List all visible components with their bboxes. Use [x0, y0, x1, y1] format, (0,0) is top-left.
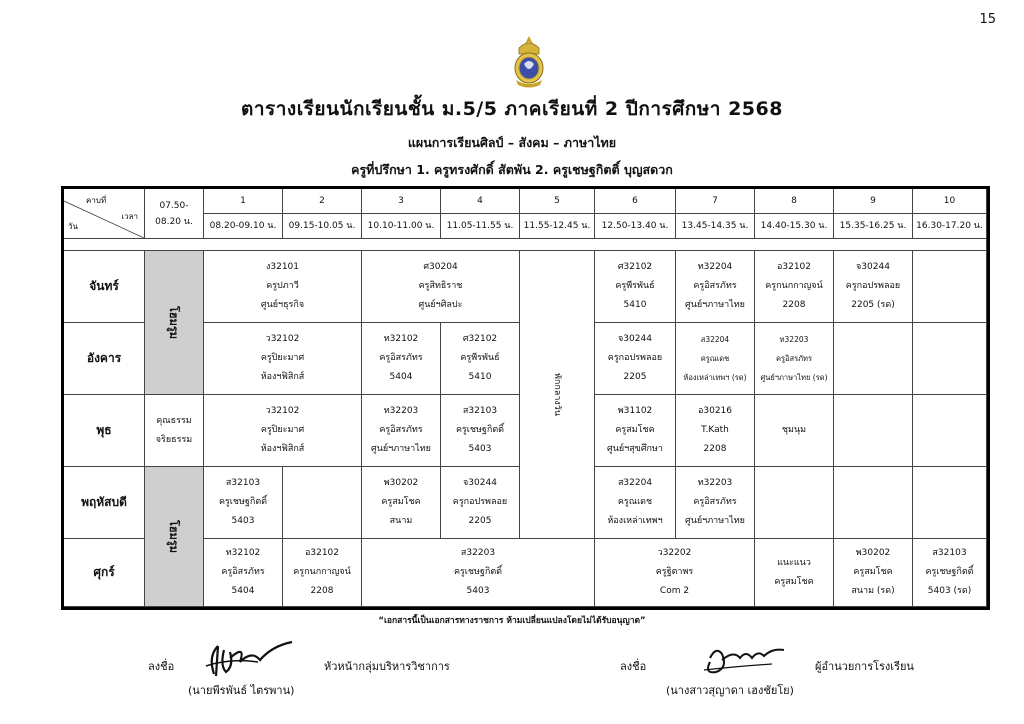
- time-label: เวลา: [121, 212, 138, 221]
- class-cell: จ30244 ครูกอปรพลอย 2205: [595, 323, 676, 395]
- empty-cell: [913, 251, 987, 323]
- class-cell: พ30202 ครูสมโชค สนาม: [362, 467, 441, 539]
- wed-homeroom: คุณธรรม จริยธรรม: [145, 395, 204, 467]
- day-thursday: พฤหัสบดี: [64, 467, 145, 539]
- club-cell: ชุมนุม: [755, 395, 834, 467]
- period-number: 1: [204, 189, 283, 214]
- right-signature-icon: [700, 640, 790, 678]
- class-cell: ท32102 ครูอิสรภัทร 5404: [204, 539, 283, 607]
- guidance-cell: แนะแนว ครูสมโชค: [755, 539, 834, 607]
- period-time: 14.40-15.30 น.: [755, 214, 834, 239]
- lunch-label: พักกลางวัน: [552, 372, 563, 417]
- class-cell: พ31102 ครูสมโชค ศูนย์ฯสุขศึกษา: [595, 395, 676, 467]
- class-cell: ศ32102 ครูพีรพันธ์ 5410: [595, 251, 676, 323]
- day-friday: ศุกร์: [64, 539, 145, 607]
- period-time: 11.55-12.45 น.: [520, 214, 595, 239]
- school-emblem-icon: [510, 34, 548, 88]
- class-cell: จ30244 ครูกอปรพลอย 2205: [441, 467, 520, 539]
- class-cell: อ30216 T.Kath 2208: [676, 395, 755, 467]
- day-wednesday: พุธ: [64, 395, 145, 467]
- class-cell: ส32103 ครูเชษฐกิตติ์ 5403: [204, 467, 283, 539]
- empty-cell: [834, 395, 913, 467]
- period-number: 7: [676, 189, 755, 214]
- period-number: 6: [595, 189, 676, 214]
- period-time: 15.35-16.25 น.: [834, 214, 913, 239]
- period-number: 5: [520, 189, 595, 214]
- period-time: 09.15-10.05 น.: [283, 214, 362, 239]
- empty-cell: [755, 467, 834, 539]
- page-title: ตารางเรียนนักเรียนชั้น ม.5/5 ภาคเรียนที่ 2 ปีการศึกษา 2568: [241, 98, 783, 120]
- period-time: 08.20-09.10 น.: [204, 214, 283, 239]
- class-cell: ว32202 ครูฐิตาพร Com 2: [595, 539, 755, 607]
- period-time: 16.30-17.20 น.: [913, 214, 987, 239]
- homeroom-label: โฮมรูม: [167, 519, 181, 554]
- period-number: 4: [441, 189, 520, 214]
- class-cell: ท32102 ครูอิสรภัทร 5404: [362, 323, 441, 395]
- homeroom-thu-fri: [145, 467, 204, 607]
- left-signature-icon: [200, 636, 300, 680]
- class-cell: ส32204 ครูณเดช ห้องเหล่าเทพฯ: [595, 467, 676, 539]
- class-cell: ท32203 ครูอิสรภัทร ศูนย์ฯภาษาไทย: [676, 467, 755, 539]
- empty-cell: [283, 467, 362, 539]
- day-tuesday: อังคาร: [64, 323, 145, 395]
- study-plan: แผนการเรียนศิลป์ – สังคม – ภาษาไทย: [407, 135, 617, 150]
- period-number: 2: [283, 189, 362, 214]
- period-label: คาบที่: [86, 196, 107, 205]
- period-time: 12.50-13.40 น.: [595, 214, 676, 239]
- day-label: วัน: [68, 222, 78, 231]
- class-cell: ว32102 ครูปิยะมาศ ห้องฯฟิสิกส์: [204, 323, 362, 395]
- homeroom-time: 07.50- 08.20 น.: [145, 189, 204, 239]
- class-cell: ส32103 ครูเชษฐกิตติ์ 5403: [441, 395, 520, 467]
- class-cell: ท32203 ครูอิสรภัทร ศูนย์ฯภาษาไทย: [362, 395, 441, 467]
- period-number: 8: [755, 189, 834, 214]
- class-cell: อ32102 ครูกนกกาญจน์ 2208: [283, 539, 362, 607]
- empty-cell: [913, 467, 987, 539]
- empty-cell: [913, 395, 987, 467]
- class-cell: พ30202 ครูสมโชค สนาม (รด): [834, 539, 913, 607]
- empty-cell: [834, 323, 913, 395]
- timetable: [61, 186, 990, 610]
- page-number: 15: [979, 12, 996, 27]
- period-time: 10.10-11.00 น.: [362, 214, 441, 239]
- empty-cell: [913, 323, 987, 395]
- period-time: 13.45-14.35 น.: [676, 214, 755, 239]
- class-cell: ส32203 ครูเชษฐกิตติ์ 5403: [362, 539, 595, 607]
- advisors: ครูที่ปรึกษา 1. ครูทรงศักดิ์ สัตพัน 2. ครูเชษฐกิตติ์ บุญสดวก: [351, 162, 673, 177]
- day-monday: จันทร์: [64, 251, 145, 323]
- homeroom-mon-tue: [145, 251, 204, 395]
- class-cell: ท32204 ครูอิสรภัทร ศูนย์ฯภาษาไทย: [676, 251, 755, 323]
- class-cell: จ30244 ครูกอปรพลอย 2205 (รด): [834, 251, 913, 323]
- class-cell: อ32102 ครูกนกกาญจน์ 2208: [755, 251, 834, 323]
- official-document-note: “เอกสารนี้เป็นเอกสารทางราชการ ห้ามเปลี่ยนแปลงโดยไม่ได้รับอนุญาต”: [378, 616, 646, 626]
- homeroom-label: โฮมรูม: [167, 305, 181, 340]
- period-time: 11.05-11.55 น.: [441, 214, 520, 239]
- class-cell: ศ32102 ครูพีรพันธ์ 5410: [441, 323, 520, 395]
- period-number: 3: [362, 189, 441, 214]
- class-cell: ส32204 ครูณเดช ห้องเหล่าเทพฯ (รด): [676, 323, 755, 395]
- right-position: ผู้อำนวยการโรงเรียน: [815, 660, 914, 673]
- right-sign-label: ลงชื่อ: [620, 660, 647, 673]
- corner-header: [64, 189, 145, 239]
- class-cell: ส32103 ครูเชษฐกิตติ์ 5403 (รด): [913, 539, 987, 607]
- class-cell: ว32102 ครูปิยะมาศ ห้องฯฟิสิกส์: [204, 395, 362, 467]
- class-cell: ศ30204 ครูสิทธิราช ศูนย์ฯศิลปะ: [362, 251, 520, 323]
- left-sign-label: ลงชื่อ: [148, 660, 175, 673]
- header-gap: [64, 239, 987, 251]
- empty-cell: [834, 467, 913, 539]
- left-position: หัวหน้ากลุ่มบริหารวิชาการ: [324, 660, 450, 673]
- period-number: 9: [834, 189, 913, 214]
- right-signer-name: (นางสาวสุญาดา เฮงชัยโย): [666, 684, 794, 697]
- lunch-break: [520, 251, 595, 539]
- left-signer-name: (นายพีรพันธ์ ไตรพาน): [188, 684, 295, 697]
- period-number: 10: [913, 189, 987, 214]
- class-cell: ง32101 ครูปภาวี ศูนย์ฯธุรกิจ: [204, 251, 362, 323]
- class-cell: ท32203 ครูอิสรภัทร ศูนย์ฯภาษาไทย (รด): [755, 323, 834, 395]
